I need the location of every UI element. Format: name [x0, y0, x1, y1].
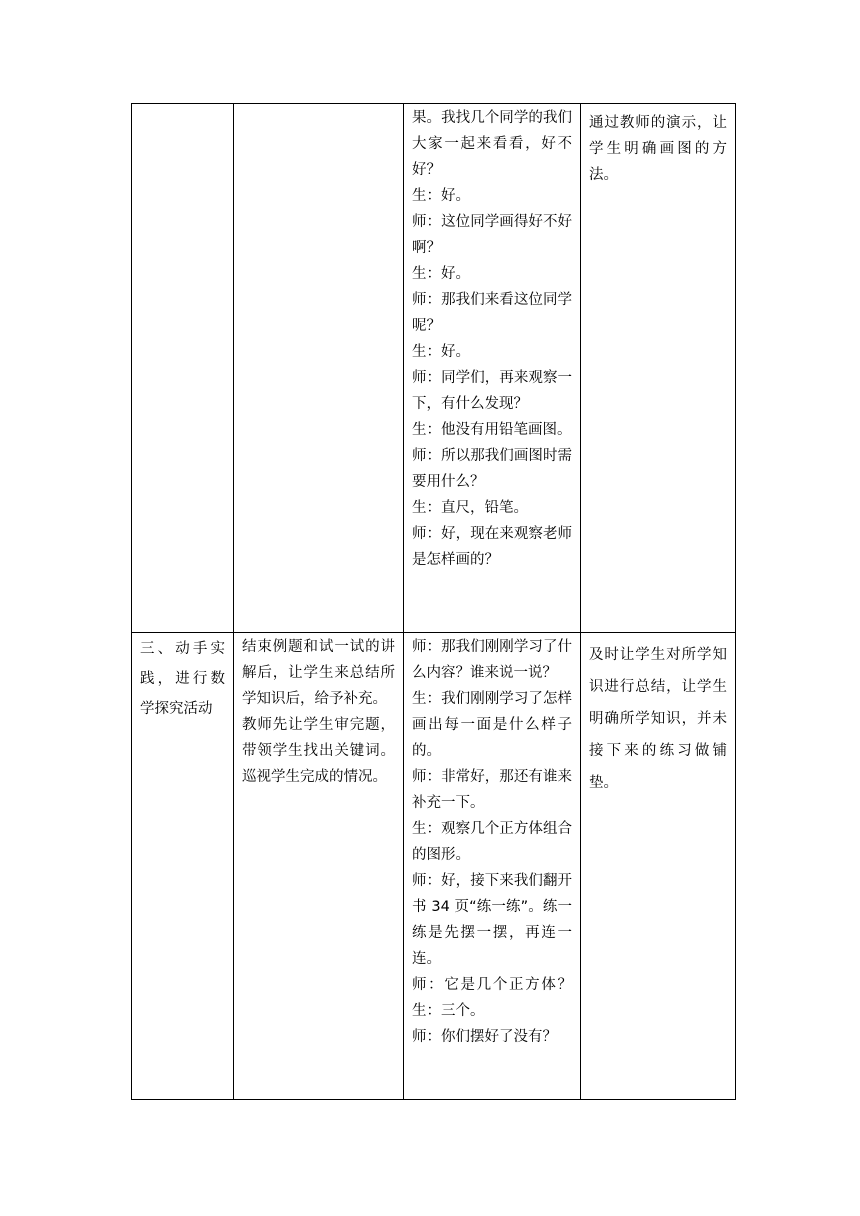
- intent-cell: [581, 633, 736, 1100]
- teacher-activity-cell: [234, 104, 404, 633]
- dialogue-line: 生：好。: [412, 188, 470, 204]
- table-row: [132, 633, 736, 1100]
- intent-text: 及时让学生对所学知识进行总结，让学生明确所学知识，并未接下来的练习做铺垫。: [589, 647, 727, 791]
- dialogue-line: 师：它是几个正方体？生：三个。: [412, 977, 572, 1019]
- dialogue-cell: [404, 633, 581, 1100]
- lesson-plan-table: [131, 103, 736, 1100]
- dialogue-line: 师：同学们，再来观察一下，有什么发现？: [412, 370, 572, 412]
- dialogue-line: 师：好，接下来我们翻开书 34 页“练一练”。练一练是先摆一摆，再连一连。: [412, 873, 572, 967]
- dialogue-line: 师：那我们来看这位同学呢？: [412, 292, 572, 334]
- intent-text: 通过教师的演示，让学生明确画图的方法。: [589, 115, 727, 183]
- teacher-activity-text: 教师先让学生审完题，带领学生找出关键词。巡视学生完成的情况。: [242, 717, 395, 785]
- teacher-activity-cell: [234, 633, 404, 1100]
- dialogue-line: 生：我们刚刚学习了怎样画出每一面是什么样子的。: [412, 691, 572, 759]
- dialogue-line: 生：好。: [412, 266, 470, 282]
- dialogue-line: 师：这位同学画得好不好啊？: [412, 214, 572, 256]
- dialogue-line: 生：他没有用铅笔画图。: [412, 422, 572, 438]
- dialogue-line: 生：好。: [412, 344, 470, 360]
- dialogue-line: 生：观察几个正方体组合的图形。: [412, 821, 572, 863]
- table-row: [132, 104, 736, 633]
- dialogue-line: 师：好，现在来观察老师是怎样画的？: [412, 526, 572, 568]
- dialogue-line: 师：非常好，那还有谁来补充一下。: [412, 769, 572, 811]
- dialogue-line: 师：你们摆好了没有？: [412, 1029, 557, 1045]
- teacher-activity-text: 结束例题和试一试的讲解后，让学生来总结所学知识后，给予补充。: [242, 639, 395, 707]
- dialogue-line: 师：那我们刚刚学习了什么内容？谁来说一说？: [412, 639, 572, 681]
- stage-cell: [132, 104, 234, 633]
- dialogue-line: 生：直尺，铅笔。: [412, 500, 528, 516]
- intent-cell: [581, 104, 736, 633]
- dialogue-line: 果。我找几个同学的我们大家一起来看看，好不好？: [412, 110, 572, 178]
- dialogue-cell: [404, 104, 581, 633]
- stage-cell: [132, 633, 234, 1100]
- stage-text: 三、动手实践，进行数学探究活动: [140, 641, 225, 717]
- dialogue-line: 师：所以那我们画图时需要用什么？: [412, 448, 572, 490]
